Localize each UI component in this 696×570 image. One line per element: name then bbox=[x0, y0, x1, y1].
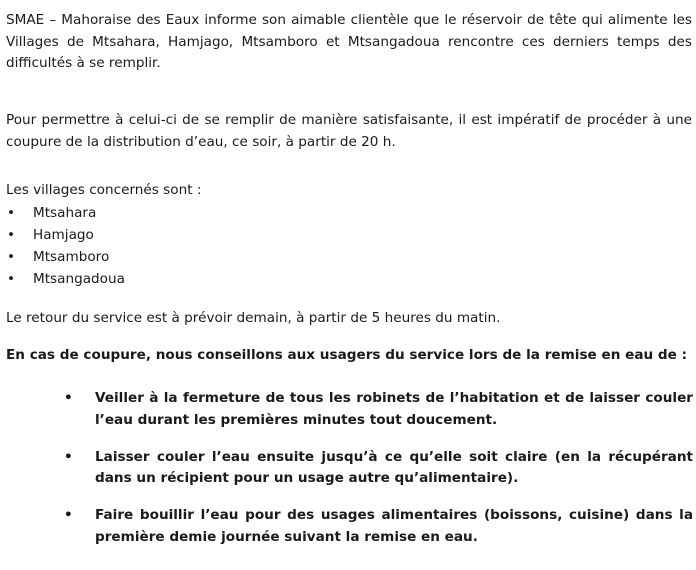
advice-list bbox=[61, 388, 693, 564]
village-name: Mtsangadoua bbox=[33, 271, 125, 287]
bullet-icon: • bbox=[64, 448, 73, 465]
list-item bbox=[6, 224, 125, 246]
bullet-icon: • bbox=[7, 205, 16, 221]
villages-list bbox=[6, 202, 125, 290]
advice-text: Faire bouillir l’eau pour des usages alimentaires (boissons, cuisine) dans la première demie journée suivant la remise en eau. bbox=[95, 507, 693, 545]
bullet-icon: • bbox=[7, 249, 16, 265]
bullet-icon: • bbox=[7, 271, 16, 287]
bullet-icon: • bbox=[64, 507, 73, 524]
village-name: Mtsahara bbox=[33, 205, 97, 221]
cut-paragraph: Pour permettre à celui-ci de se remplir de manière satisfaisante, il est impératif de procéder à une coupure de la distribution d’eau, ce soir, à partir de 20 h. bbox=[6, 112, 692, 150]
advice-text: Laisser couler l’eau ensuite jusqu’à ce qu’elle soit claire (en la récupérant dans un récipient pour un usage autre qu’alimentaire). bbox=[95, 448, 693, 487]
list-item bbox=[6, 202, 125, 224]
advice-text: Veiller à la fermeture de tous les robinets de l’habitation et de laisser couler l’eau durant les premières minutes tout doucement. bbox=[95, 390, 693, 428]
list-item bbox=[61, 388, 693, 432]
list-item bbox=[61, 505, 693, 549]
return-paragraph: Le retour du service est à prévoir demain, à partir de 5 heures du matin. bbox=[6, 310, 501, 326]
list-item bbox=[6, 246, 125, 268]
villages-intro: Les villages concernés sont : bbox=[6, 182, 202, 198]
intro-paragraph: SMAE – Mahoraise des Eaux informe son aimable clientèle que le réservoir de tête qui alimente les Villages de Mtsahara, Hamjago, Mtsamboro et Mtsangadoua rencontre ces derniers temps des difficultés à se remplir. bbox=[6, 12, 692, 71]
list-item bbox=[61, 447, 693, 491]
advice-heading: En cas de coupure, nous conseillons aux usagers du service lors de la remise en eau de : bbox=[6, 347, 688, 363]
bullet-icon: • bbox=[7, 227, 16, 243]
list-item bbox=[6, 268, 125, 290]
village-name: Mtsamboro bbox=[33, 249, 110, 265]
village-name: Hamjago bbox=[33, 227, 94, 243]
bullet-icon: • bbox=[64, 390, 73, 406]
